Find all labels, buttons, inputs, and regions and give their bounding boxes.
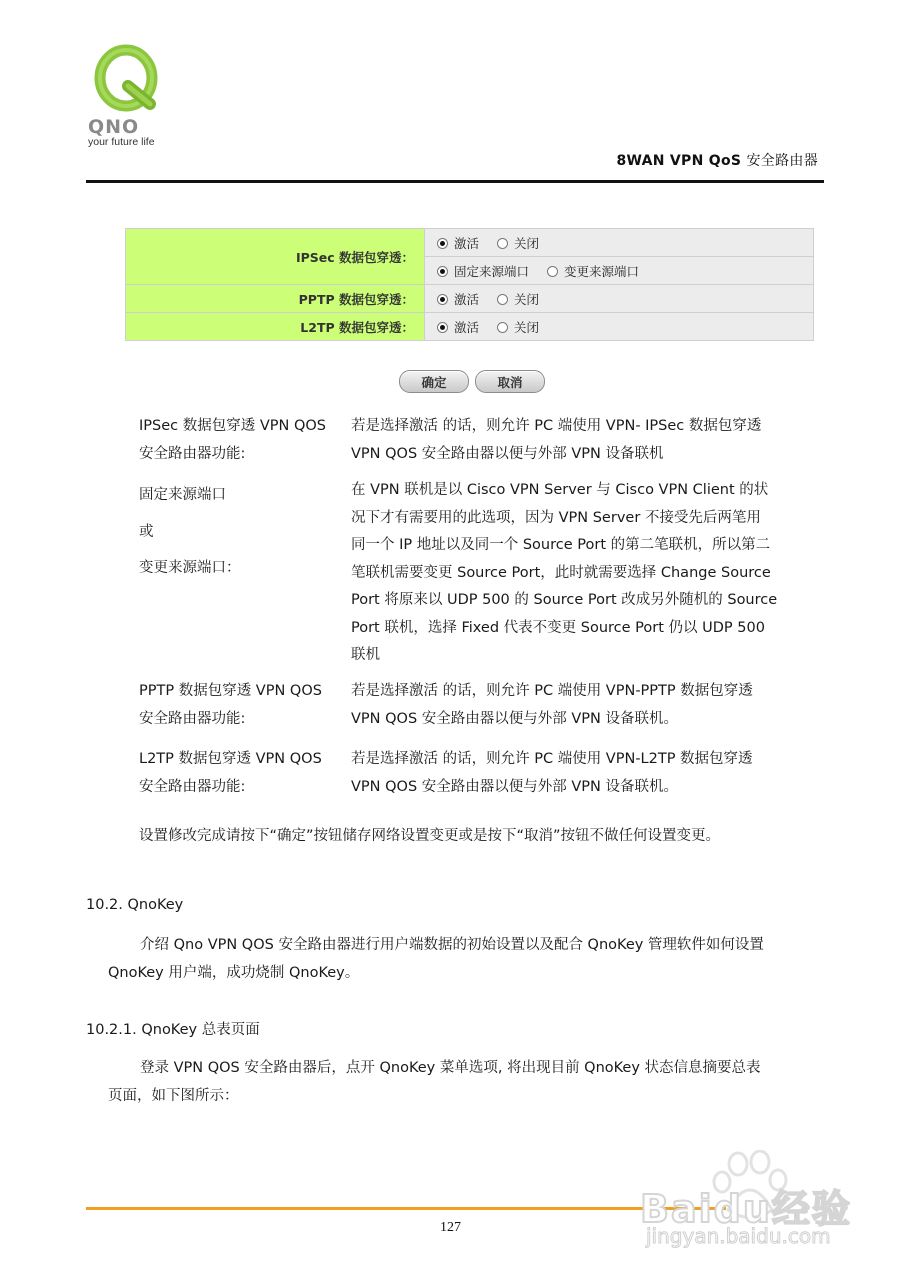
footer-divider — [86, 1207, 726, 1210]
ipsec-enable-options — [425, 229, 814, 257]
desc-ipsec — [139, 413, 799, 469]
section-heading-10-2-1: 10.2.1. QnoKey 总表页面 — [86, 1022, 260, 1038]
radio-unchecked-icon — [547, 266, 558, 277]
l2tp-enable-radio[interactable]: 激活 — [437, 320, 479, 335]
desc-value-line: VPN QOS 安全路由器以便与外部 VPN 设备联机。 — [351, 778, 678, 795]
desc-key-line: 变更来源端口： — [139, 560, 241, 576]
radio-checked-icon — [437, 322, 448, 333]
document-title: 8WAN VPN QoS 安全路由器 — [616, 153, 818, 169]
desc-key-line: 安全路由器功能: — [139, 778, 246, 795]
page-number: 127 — [440, 1220, 461, 1235]
radio-unchecked-icon — [497, 294, 508, 305]
ipsec-enable-radio[interactable]: 激活 — [437, 236, 479, 251]
pptp-disable-radio[interactable]: 关闭 — [497, 292, 539, 307]
desc-value-line: 若是选择激活 的话，则允许 PC 端使用 VPN- IPSec 数据包穿透 — [351, 418, 762, 434]
desc-value-line: 在 VPN 联机是以 Cisco VPN Server 与 Cisco VPN Client 的状 — [351, 482, 769, 498]
desc-value-line: 笔联机需要变更 Source Port，此时就需要选择 Change Source — [351, 564, 771, 581]
baidu-watermark — [640, 1150, 860, 1250]
ipsec-row — [126, 229, 814, 257]
watermark-url: jingyan.baidu.com — [646, 1224, 831, 1248]
l2tp-label: L2TP 数据包穿透： — [126, 313, 425, 341]
radio-checked-icon — [437, 238, 448, 249]
logo-tagline: your future life — [88, 136, 155, 148]
ipsec-label: IPSec 数据包穿透： — [126, 229, 425, 285]
desc-value-line: Port 将原来以 UDP 500 的 Source Port 改成另外随机的 Source — [351, 592, 778, 608]
pptp-row — [126, 285, 814, 313]
ipsec-port-options — [425, 257, 814, 285]
radio-checked-icon — [437, 266, 448, 277]
desc-key-line: 安全路由器功能: — [139, 710, 246, 727]
header-divider — [86, 180, 824, 183]
desc-value-line: 同一个 IP 地址以及同一个 Source Port 的第二笔联机，所以第二 — [351, 537, 771, 553]
desc-value-line: 若是选择激活 的话，则允许 PC 端使用 VPN-PPTP 数据包穿透 — [351, 683, 753, 699]
desc-value-line: VPN QOS 安全路由器以便与外部 VPN 设备联机。 — [351, 710, 678, 727]
pptp-label: PPTP 数据包穿透： — [126, 285, 425, 313]
passthrough-settings-table — [125, 228, 814, 341]
desc-l2tp — [139, 746, 799, 802]
desc-source-port — [139, 477, 799, 669]
section-heading-10-2: 10.2. QnoKey — [86, 897, 184, 913]
desc-key-line: 安全路由器功能: — [139, 445, 246, 462]
pptp-options — [425, 285, 814, 313]
radio-unchecked-icon — [497, 322, 508, 333]
l2tp-options — [425, 313, 814, 341]
section-10-2-1-paragraph: 登录 VPN QOS 安全路由器后，点开 QnoKey 菜单选项, 将出现目前 QnoKey 状态信息摘要总表 页面，如下图所示： — [108, 1060, 761, 1104]
desc-pptp — [139, 678, 799, 734]
ipsec-disable-radio[interactable]: 关闭 — [497, 236, 539, 251]
desc-key-line: IPSec 数据包穿透 VPN QOS — [139, 418, 326, 434]
desc-value-line: 况下才有需要用的此选项，因为 VPN Server 不接受先后两笔用 — [351, 509, 761, 526]
desc-value-line: 联机 — [351, 647, 380, 663]
l2tp-disable-radio[interactable]: 关闭 — [497, 320, 539, 335]
change-source-port-radio[interactable]: 变更来源端口 — [547, 264, 639, 279]
desc-value-line: VPN QOS 安全路由器以便与外部 VPN 设备联机 — [351, 445, 664, 462]
watermark-brand: Baidu经验 — [640, 1187, 852, 1231]
pptp-enable-radio[interactable]: 激活 — [437, 292, 479, 307]
desc-key-line: L2TP 数据包穿透 VPN QOS — [139, 751, 322, 767]
desc-key-line: PPTP 数据包穿透 VPN QOS — [139, 683, 322, 699]
desc-value-line: Port 联机，选择 Fixed 代表不变更 Source Port 仍以 UDP 500 — [351, 619, 765, 636]
ok-button[interactable]: 确定 — [399, 370, 469, 393]
l2tp-row — [126, 313, 814, 341]
fixed-source-port-radio[interactable]: 固定来源端口 — [437, 264, 529, 279]
desc-value-line: 若是选择激活 的话，则允许 PC 端使用 VPN-L2TP 数据包穿透 — [351, 751, 753, 767]
desc-key-line: 或 — [139, 523, 154, 540]
radio-checked-icon — [437, 294, 448, 305]
form-buttons — [399, 370, 545, 393]
logo-wordmark: QNO — [88, 116, 140, 138]
section-10-2-paragraph: 介绍 Qno VPN QOS 安全路由器进行用户端数据的初始设置以及配合 QnoKey 管理软件如何设置 QnoKey 用户端，成功烧制 QnoKey。 — [108, 937, 764, 981]
desc-key-line: 固定来源端口 — [139, 487, 226, 503]
radio-unchecked-icon — [497, 238, 508, 249]
save-note: 设置修改完成请按下“确定”按钮储存网络设置变更或是按下“取消”按钮不做任何设置变更。 — [139, 828, 721, 844]
cancel-button[interactable]: 取消 — [475, 370, 545, 393]
